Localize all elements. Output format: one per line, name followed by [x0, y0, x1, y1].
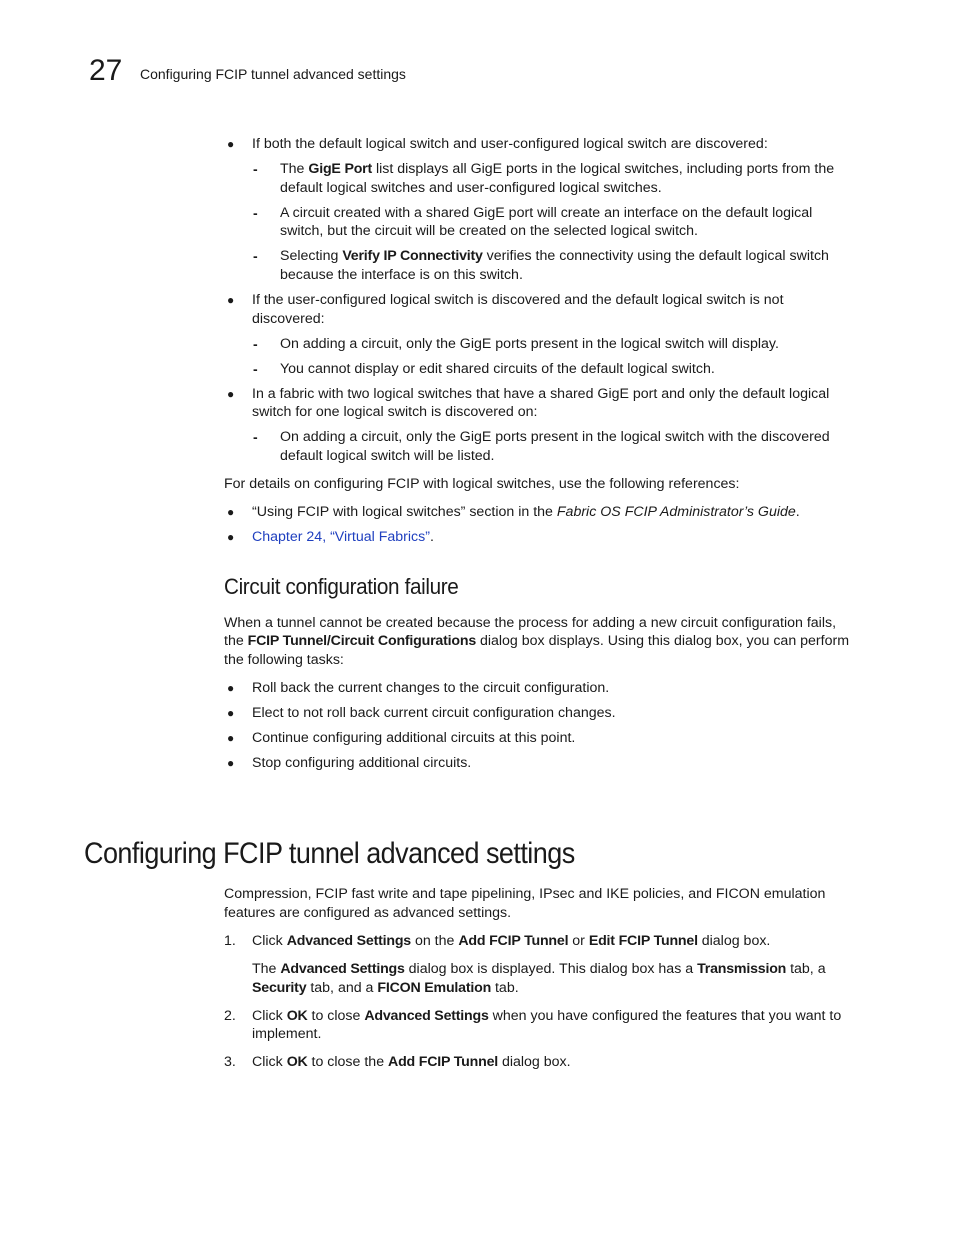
- bullet-marker: ●: [227, 731, 235, 745]
- list-item: If both the default logical switch and user-configured logical switch are discovered:: [252, 136, 768, 152]
- list-item: On adding a circuit, only the GigE ports present in the logical switch will display.: [280, 336, 779, 352]
- list-item-continued: default logical switch will be listed.: [280, 448, 495, 464]
- list-item-continued: because the interface is on this switch.: [280, 267, 523, 283]
- bullet-marker: ●: [227, 530, 235, 544]
- paragraph-line: the following tasks:: [224, 652, 344, 668]
- dash-marker: -: [253, 248, 258, 264]
- dash-marker: -: [253, 336, 258, 352]
- list-item: You cannot display or edit shared circuits of the default logical switch.: [280, 361, 715, 377]
- references-intro: For details on configuring FCIP with logical switches, use the following references:: [224, 476, 740, 492]
- bullet-marker: ●: [227, 756, 235, 770]
- chapter-number: 27: [89, 54, 123, 87]
- list-item: If the user-configured logical switch is discovered and the default logical switch is not: [252, 292, 784, 308]
- reference-item: Chapter 24, “Virtual Fabrics”.: [252, 529, 434, 545]
- running-header-title: Configuring FCIP tunnel advanced settings: [140, 66, 406, 82]
- bullet-marker: ●: [227, 681, 235, 695]
- list-item-continued: switch for one logical switch is discovered on:: [252, 404, 538, 420]
- bullet-marker: ●: [227, 706, 235, 720]
- list-item: On adding a circuit, only the GigE ports present in the logical switch with the discovered: [280, 429, 830, 445]
- list-item: The GigE Port list displays all GigE ports in the logical switches, including ports from the: [280, 161, 835, 177]
- dash-marker: -: [253, 161, 258, 177]
- dash-marker: -: [253, 429, 258, 445]
- paragraph-line: Compression, FCIP fast write and tape pipelining, IPsec and IKE policies, and FICON emulation: [224, 886, 826, 902]
- bullet-marker: ●: [227, 293, 235, 307]
- task-item: Continue configuring additional circuits at this point.: [252, 730, 576, 746]
- task-item: Stop configuring additional circuits.: [252, 755, 472, 771]
- list-item: A circuit created with a shared GigE port will create an interface on the default logical: [280, 205, 813, 221]
- step-number: 2.: [224, 1008, 236, 1024]
- step-text: Click OK to close the Add FCIP Tunnel dialog box.: [252, 1054, 571, 1070]
- task-item: Roll back the current changes to the circuit configuration.: [252, 680, 610, 696]
- reference-item: “Using FCIP with logical switches” section in the Fabric OS FCIP Administrator’s Guide.: [252, 504, 800, 520]
- paragraph-line: features are configured as advanced settings.: [224, 905, 512, 921]
- dialog-name-term: FCIP Tunnel/Circuit Configurations: [247, 633, 477, 649]
- list-item: In a fabric with two logical switches that have a shared GigE port and only the default logical: [252, 386, 830, 402]
- dash-marker: -: [253, 361, 258, 377]
- list-item-continued: discovered:: [252, 311, 325, 327]
- paragraph-line: When a tunnel cannot be created because the process for adding a new circuit configuration fails,: [224, 615, 837, 631]
- step-text: Click Advanced Settings on the Add FCIP Tunnel or Edit FCIP Tunnel dialog box.: [252, 933, 771, 949]
- section-heading-advanced-settings: Configuring FCIP tunnel advanced settings: [84, 837, 575, 870]
- step-number: 3.: [224, 1054, 236, 1070]
- step-text: Click OK to close Advanced Settings when you have configured the features that you want to: [252, 1008, 842, 1024]
- guide-title: Fabric OS FCIP Administrator’s Guide: [556, 504, 796, 520]
- section-heading-circuit-failure: Circuit configuration failure: [224, 574, 459, 599]
- bullet-marker: ●: [227, 387, 235, 401]
- chapter-24-link[interactable]: Chapter 24, “Virtual Fabrics”: [252, 529, 430, 545]
- step-text-continued: implement.: [252, 1026, 322, 1042]
- step-note-continued: Security tab, and a FICON Emulation tab.: [252, 980, 519, 996]
- bullet-marker: ●: [227, 505, 235, 519]
- verify-ip-connectivity-term: Verify IP Connectivity: [342, 248, 483, 264]
- dash-marker: -: [253, 205, 258, 221]
- task-item: Elect to not roll back current circuit configuration changes.: [252, 705, 616, 721]
- paragraph-line: the FCIP Tunnel/Circuit Configurations dialog box displays. Using this dialog box, you can perform: [224, 633, 850, 649]
- bullet-marker: ●: [227, 137, 235, 151]
- list-item: Selecting Verify IP Connectivity verifies the connectivity using the default logical switch: [280, 248, 829, 264]
- list-item-continued: switch, but the circuit will be created on the selected logical switch.: [280, 223, 698, 239]
- step-number: 1.: [224, 933, 236, 949]
- step-note: The Advanced Settings dialog box is displayed. This dialog box has a Transmission tab, a: [252, 961, 826, 977]
- gige-port-term: GigE Port: [308, 161, 373, 177]
- list-item-continued: default logical switches and user-configured logical switches.: [280, 180, 662, 196]
